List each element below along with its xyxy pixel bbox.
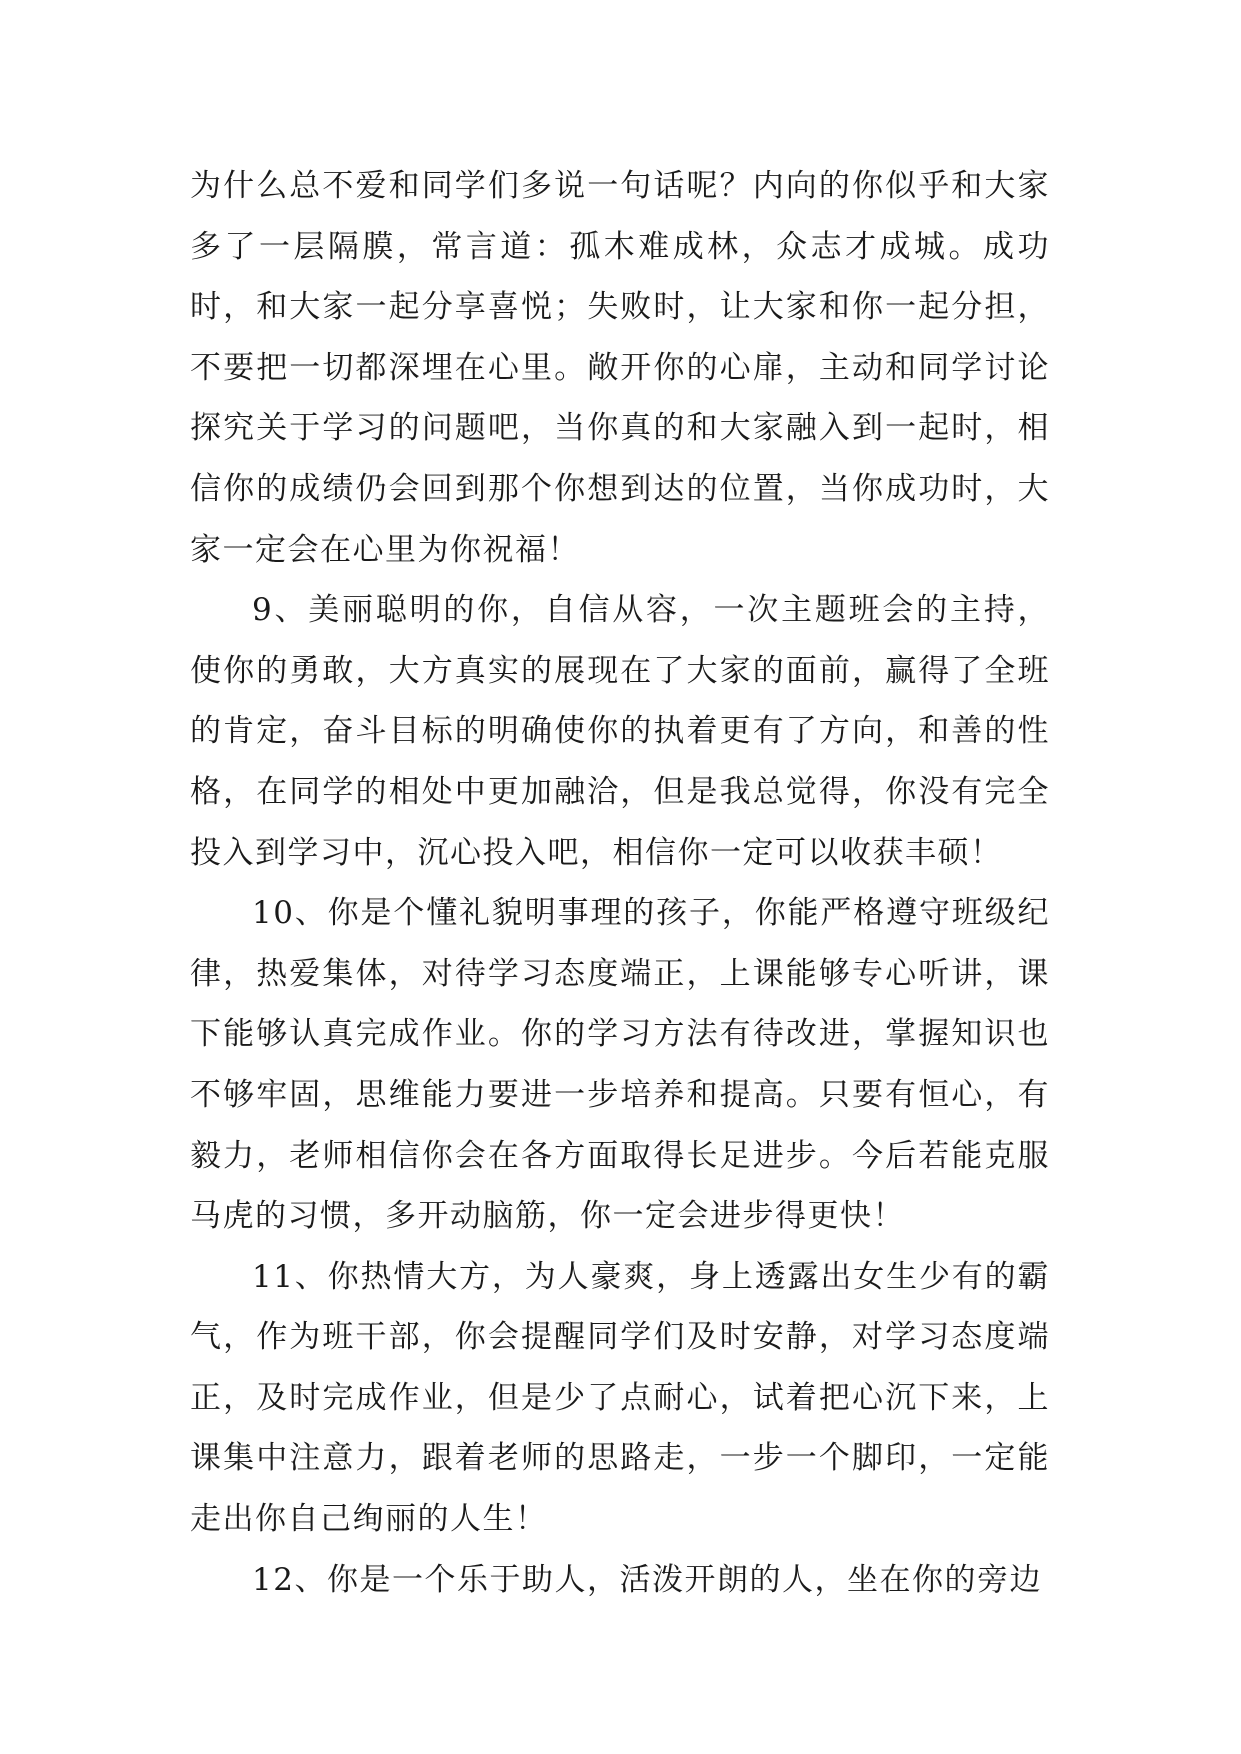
paragraph-comment-12: 12、你是一个乐于助人，活泼开朗的人，坐在你的旁边 — [252, 1561, 1042, 1598]
paragraph-continuation: 为什么总不爱和同学们多说一句话呢？内向的你似乎和大家多了一层隔膜，常言道：孤木难成林，众志才成城。成功时，和大家一起分享喜悦；失败时，让大家和你一起分担，不要把一切都深埋在心里。敞开你的心扉，主动和同学讨论探究关于学习的问题吧，当你真的和大家融入到一起时，相信你的成绩仍会回到那个你想到达的位置，当你成功时，大家一定会在心里为你祝福！ — [190, 168, 1050, 568]
paragraph-comment-10: 10、你是个懂礼貌明事理的孩子，你能严格遵守班级纪律，热爱集体，对待学习态度端正，上课能够专心听讲，课下能够认真完成作业。你的学习方法有待改进，掌握知识也不够牢固，思维能力要进一步培养和提高。只要有恒心，有毅力，老师相信你会在各方面取得长足进步。今后若能克服马虎的习惯，多开动脑筋，你一定会进步得更快！ — [190, 895, 1050, 1235]
paragraph-comment-11: 11、你热情大方，为人豪爽，身上透露出女生少有的霸气，作为班干部，你会提醒同学们及时安静，对学习态度端正，及时完成作业，但是少了点耐心，试着把心沉下来，上课集中注意力，跟着老师的思路走，一步一个脚印，一定能走出你自己绚丽的人生！ — [190, 1258, 1050, 1538]
document-body — [190, 156, 1050, 1610]
paragraph-comment-9: 9、美丽聪明的你，自信从容，一次主题班会的主持，使你的勇敢，大方真实的展现在了大家的面前，赢得了全班的肯定，奋斗目标的明确使你的执着更有了方向，和善的性格，在同学的相处中更加融洽，但是我总觉得，你没有完全投入到学习中，沉心投入吧，相信你一定可以收获丰硕！ — [190, 592, 1050, 871]
